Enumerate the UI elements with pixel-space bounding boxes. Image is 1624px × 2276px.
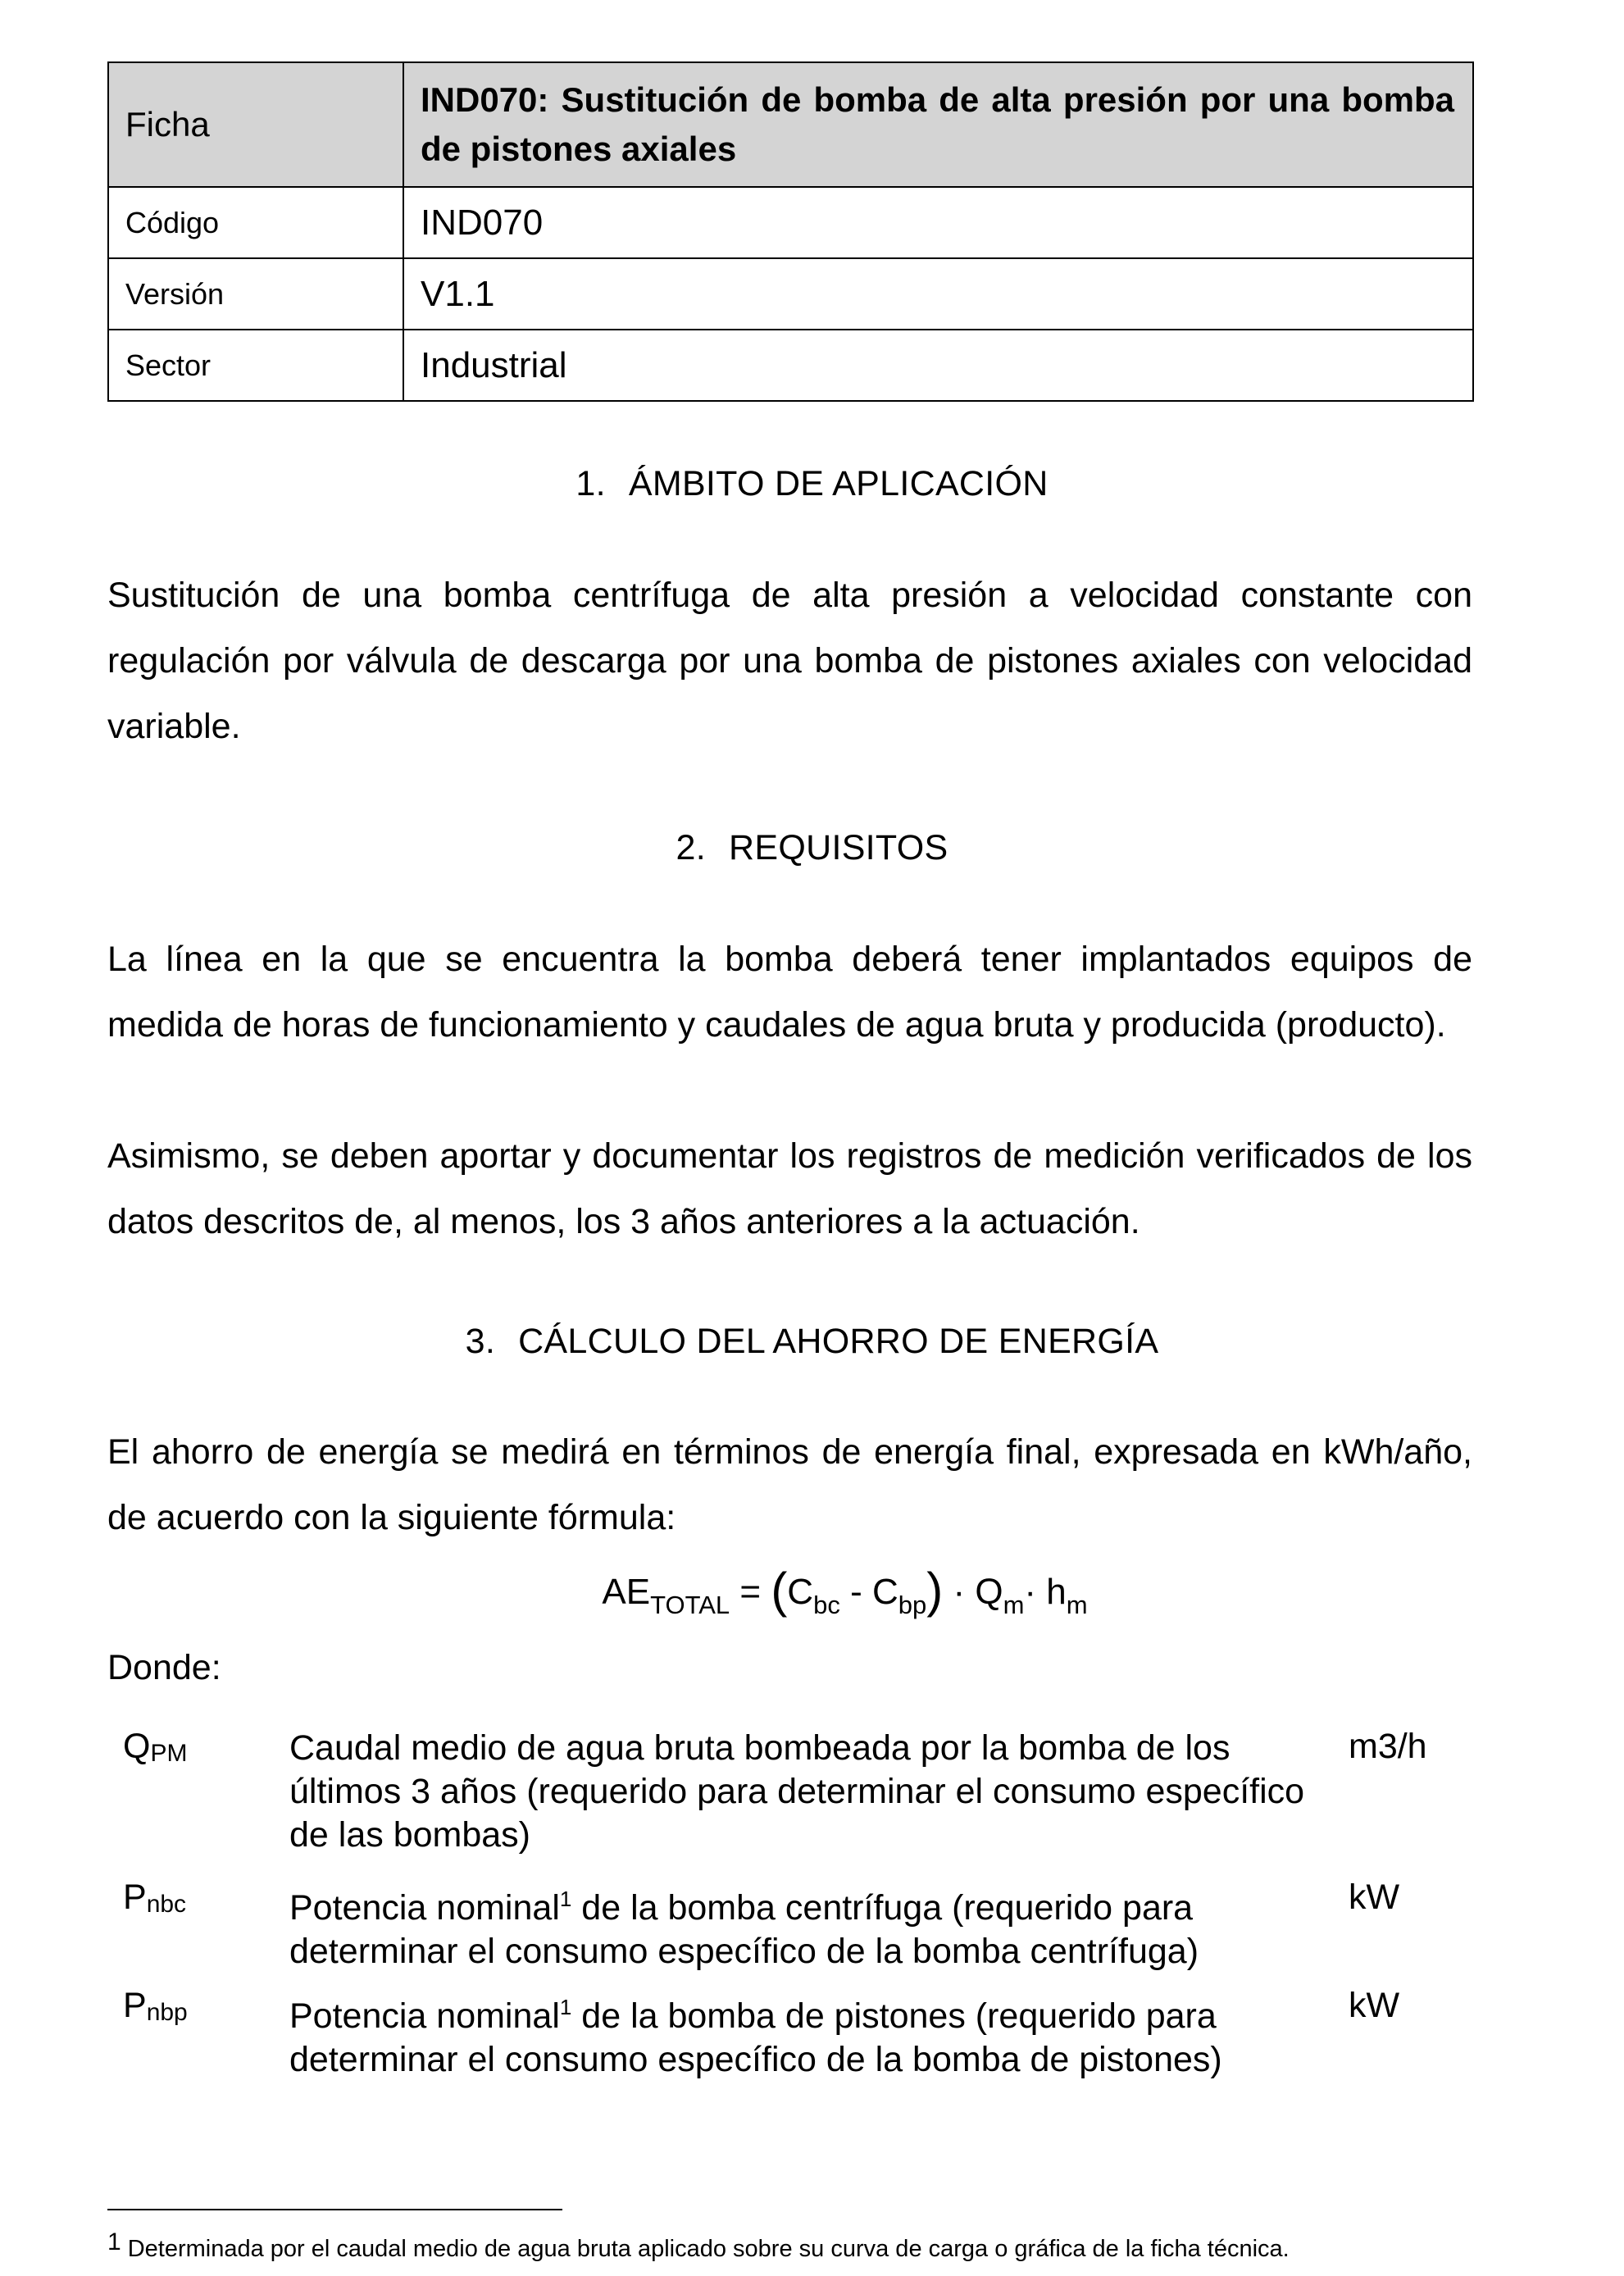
sector-label: Sector bbox=[108, 330, 403, 401]
variable-unit: kW bbox=[1349, 1878, 1400, 1917]
paragraph-requisitos-2: Asimismo, se deben aportar y documentar los registros de medición verificados de los datos descritos de, al menos, los 3 años anteriores a la actuación. bbox=[107, 1136, 1472, 1241]
symbol-main: P bbox=[123, 1986, 147, 2025]
footnote-separator bbox=[107, 2209, 562, 2210]
description-text: de la bomba centrífuga (requerido para determinar el consumo específico de la bomba centrífuga) bbox=[289, 1888, 1199, 1971]
variable-description: Caudal medio de agua bruta bombeada por la bomba de los últimos 3 años (requerido para determinar el consumo específico de las bombas) bbox=[289, 1728, 1305, 1855]
footnote-text: Determinada por el caudal medio de agua bruta aplicado sobre su curva de carga o gráfica de la ficha técnica. bbox=[127, 2236, 1290, 2262]
description-text: de la bomba de pistones (requerido para determinar el consumo específico de la bomba de pistones) bbox=[289, 1996, 1222, 2079]
variable-symbol bbox=[123, 1878, 186, 1919]
sector-row bbox=[108, 330, 1473, 401]
section-heading-ambito bbox=[0, 464, 1624, 504]
formula-c1-sub: bc bbox=[813, 1591, 840, 1619]
formula-q: Q bbox=[975, 1572, 1003, 1612]
formula-q-sub: m bbox=[1003, 1591, 1025, 1619]
variable-symbol bbox=[123, 1727, 187, 1768]
energy-savings-formula bbox=[0, 1562, 1624, 1620]
ficha-label: Ficha bbox=[108, 62, 403, 187]
symbol-main: Q bbox=[123, 1727, 151, 1766]
ficha-title: IND070: Sustitución de bomba de alta presión por una bomba de pistones axiales bbox=[403, 62, 1473, 187]
symbol-sub: nbc bbox=[146, 1891, 187, 1918]
symbol-main: P bbox=[123, 1878, 147, 1917]
formula-equals: = bbox=[739, 1572, 762, 1612]
symbol-sub: nbp bbox=[146, 1999, 188, 2026]
sector-value: Industrial bbox=[403, 330, 1473, 401]
section-number: 3. bbox=[465, 1322, 496, 1361]
formula-c2: C bbox=[871, 1572, 898, 1612]
donde-label: Donde: bbox=[107, 1648, 221, 1687]
paragraph-ambito: Sustitución de una bomba centrífuga de alta presión a velocidad constante con regulación por válvula de descarga por una bomba de pistones axiales con velocidad variable. bbox=[107, 576, 1472, 746]
ficha-header-table bbox=[107, 61, 1474, 402]
section-number: 1. bbox=[575, 464, 606, 503]
variable-description bbox=[289, 1986, 1322, 2082]
formula-dot: · bbox=[953, 1572, 966, 1612]
formula-ae: AE bbox=[602, 1572, 651, 1612]
formula-dot: · bbox=[1024, 1572, 1037, 1612]
formula-c2-sub: bp bbox=[898, 1591, 927, 1619]
formula-ae-sub: TOTAL bbox=[650, 1591, 730, 1619]
version-row bbox=[108, 258, 1473, 330]
variable-description bbox=[289, 1878, 1322, 1973]
codigo-row bbox=[108, 187, 1473, 258]
description-text: Potencia nominal bbox=[289, 1888, 560, 1928]
footnote-mark: 1 bbox=[107, 2228, 121, 2256]
version-value: V1.1 bbox=[403, 258, 1473, 330]
version-label: Versión bbox=[108, 258, 403, 330]
formula-paren-open: ( bbox=[771, 1563, 788, 1618]
formula-paren-close: ) bbox=[926, 1563, 944, 1618]
section-title: ÁMBITO DE APLICACIÓN bbox=[628, 464, 1049, 503]
formula-h: h bbox=[1046, 1572, 1067, 1612]
paragraph-requisitos-1: La línea en la que se encuentra la bomba deberá tener implantados equipos de medida de horas de funcionamiento y caudales de agua bruta y producida (producto). bbox=[107, 940, 1472, 1045]
formula-c1: C bbox=[787, 1572, 814, 1612]
description-text: Potencia nominal bbox=[289, 1996, 560, 2036]
section-number: 2. bbox=[676, 828, 707, 867]
section-title: CÁLCULO DEL AHORRO DE ENERGÍA bbox=[518, 1322, 1159, 1361]
formula-minus: - bbox=[850, 1572, 862, 1612]
variable-unit: m3/h bbox=[1349, 1727, 1427, 1766]
section-heading-requisitos bbox=[0, 828, 1624, 868]
section-title: REQUISITOS bbox=[729, 828, 948, 867]
section-heading-calculo bbox=[0, 1322, 1624, 1362]
footnote-reference: 1 bbox=[559, 1887, 572, 1911]
variable-symbol bbox=[123, 1986, 188, 2027]
codigo-value: IND070 bbox=[403, 187, 1473, 258]
formula-h-sub: m bbox=[1066, 1591, 1088, 1619]
codigo-label: Código bbox=[108, 187, 403, 258]
variable-unit: kW bbox=[1349, 1986, 1400, 2025]
symbol-sub: PM bbox=[150, 1740, 188, 1767]
footnote bbox=[107, 2228, 1290, 2263]
paragraph-calculo: El ahorro de energía se medirá en términos de energía final, expresada en kWh/año, de acuerdo con la siguiente fórmula: bbox=[107, 1432, 1472, 1537]
footnote-reference: 1 bbox=[559, 1995, 572, 2019]
ficha-title-row bbox=[108, 62, 1473, 187]
